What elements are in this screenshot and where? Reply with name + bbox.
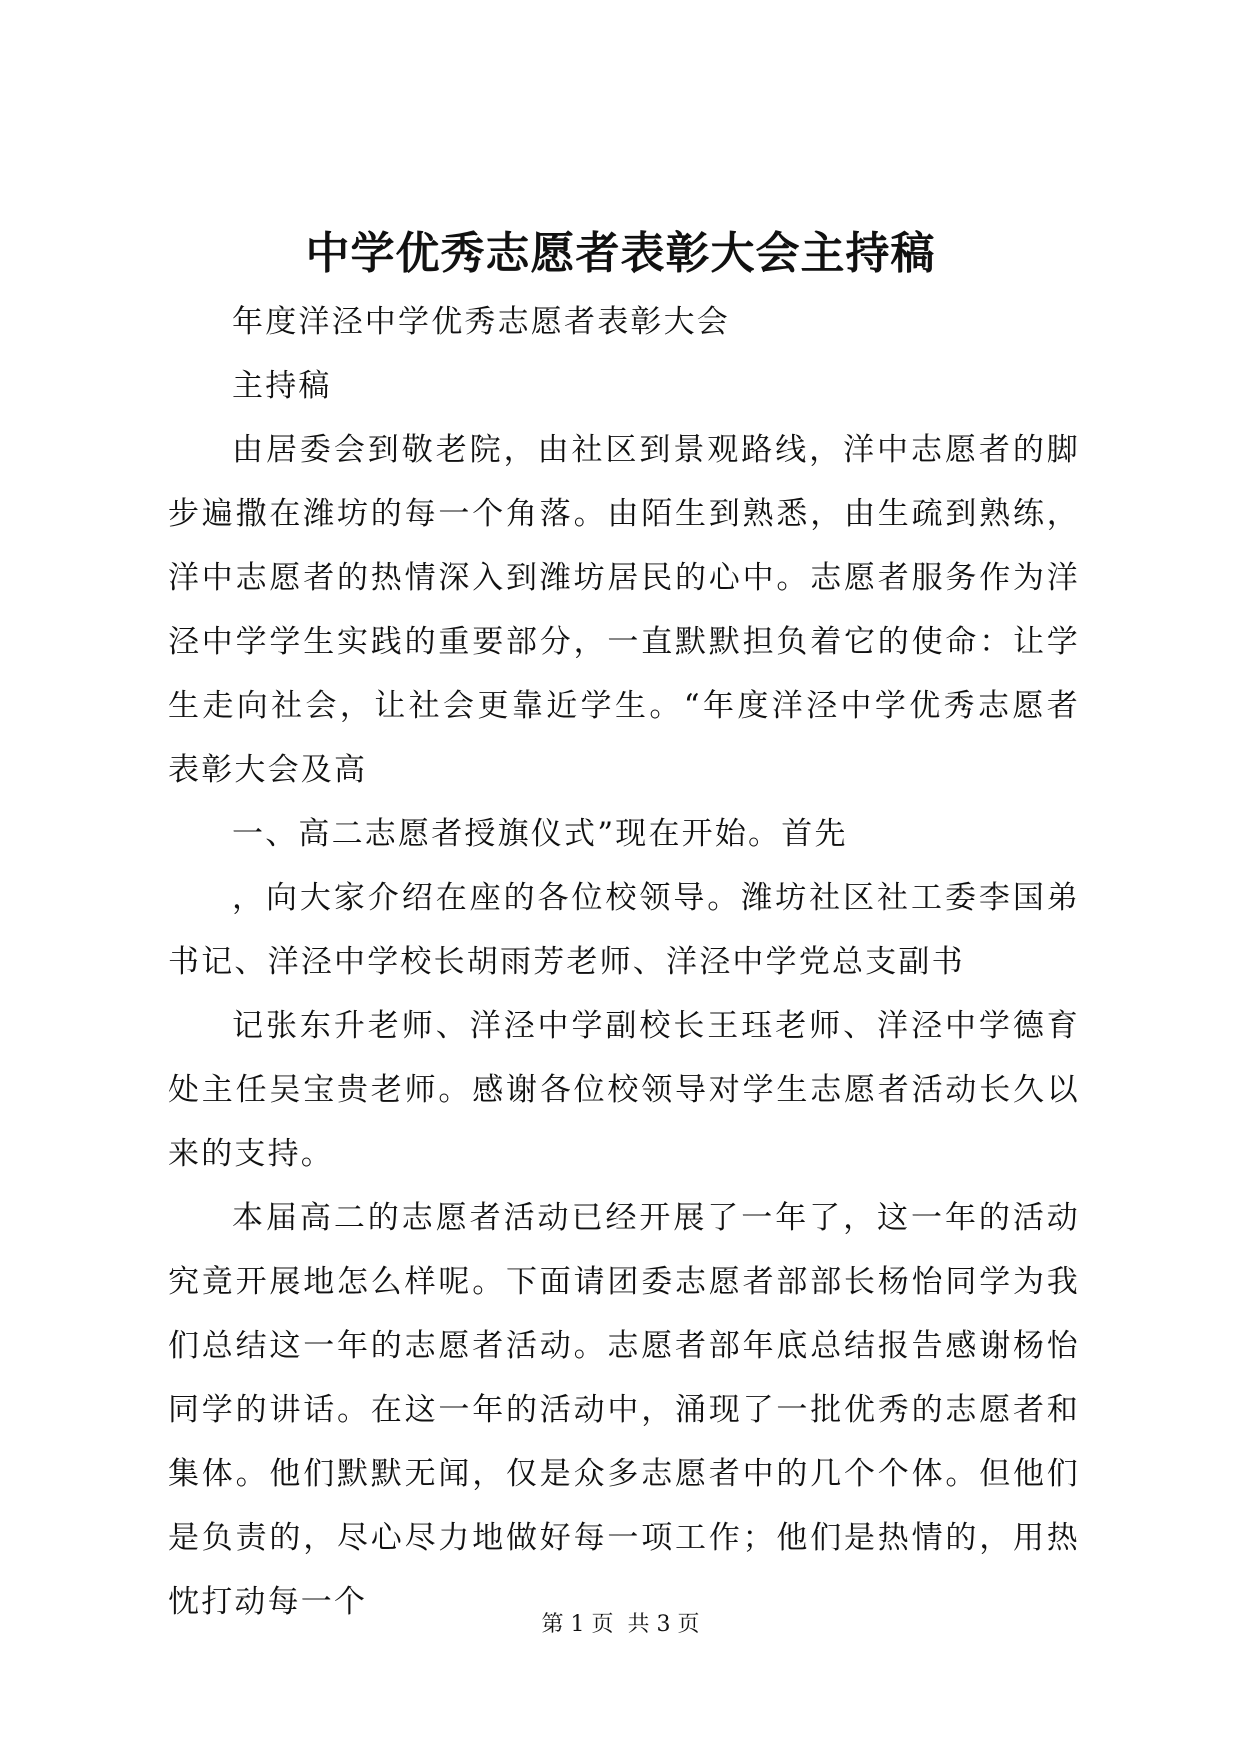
page-footer — [0, 1610, 1241, 1640]
body-paragraph: 由居委会到敬老院，由社区到景观路线，洋中志愿者的脚步遍撒在潍坊的每一个角落。由陌生到熟悉，由生疏到熟练，洋中志愿者的热情深入到潍坊居民的心中。志愿者服务作为洋泾中学学生实践的重要部分，一直默默担负着它的使命：让学生走向社会，让社会更靠近学生。“年度洋泾中学优秀志愿者表彰大会及高 — [168, 432, 1080, 788]
body-paragraph: 主持稿 — [232, 368, 332, 404]
body-paragraph: 一、高二志愿者授旗仪式”现在开始。首先 — [232, 816, 848, 852]
body-paragraph: 年度洋泾中学优秀志愿者表彰大会 — [232, 304, 730, 340]
document-body — [168, 290, 1080, 1634]
body-paragraph: 记张东升老师、洋泾中学副校长王珏老师、洋泾中学德育处主任吴宝贵老师。感谢各位校领导对学生志愿者活动长久以来的支持。 — [168, 1008, 1080, 1172]
document-title: 中学优秀志愿者表彰大会主持稿 — [305, 228, 936, 279]
body-paragraph: ，向大家介绍在座的各位校领导。潍坊社区社工委李国弟书记、洋泾中学校长胡雨芳老师、洋泾中学党总支副书 — [168, 880, 1080, 980]
page-indicator: 第 1 页 共 3 页 — [541, 1612, 700, 1637]
body-paragraph: 本届高二的志愿者活动已经开展了一年了，这一年的活动究竟开展地怎么样呢。下面请团委志愿者部部长杨怡同学为我们总结这一年的志愿者活动。志愿者部年底总结报告感谢杨怡同学的讲话。在这一年的活动中，涌现了一批优秀的志愿者和集体。他们默默无闻，仅是众多志愿者中的几个个体。但他们是负责的，尽心尽力地做好每一项工作；他们是热情的，用热忱打动每一个 — [168, 1200, 1080, 1620]
